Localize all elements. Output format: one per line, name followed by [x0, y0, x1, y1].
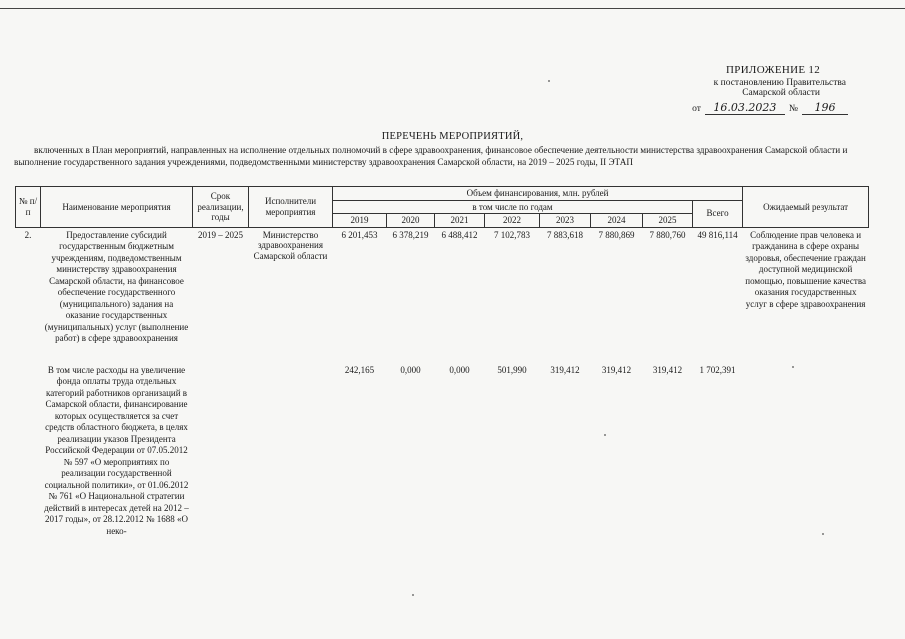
row-name: В том числе расходы на увеличение фонда оплаты труда отдельных категорий работников организаций в Самарской области, финансирование которых осуществляется за счет средств областного бюджета, в целях реализации указов Президента Российской Федерации от 07.05.2012 № 597 «О мероприятиях по реализации государственной социальной политики», от 01.06.2012 № 761 «О Национальной стратегии действий в интересах детей на 2012 – 2017 годы», от 28.12.2012 № 1688 «О неко- [44, 364, 189, 536]
scan-speck [604, 434, 606, 436]
header-name: Наименование мероприятия [41, 187, 193, 228]
date-prefix: от [692, 104, 701, 114]
table-row [16, 363, 869, 540]
header-num: № п/п [16, 187, 41, 228]
appendix-title: ПРИЛОЖЕНИЕ 12 [726, 64, 820, 76]
value-2024: 319,412 [601, 364, 632, 375]
header-total: Всего [693, 200, 743, 227]
handwritten-date: 16.03.2023 [705, 101, 785, 115]
header-year-2021: 2021 [435, 214, 485, 228]
value-total: 1 702,391 [699, 364, 736, 375]
value-2019: 6 201,453 [341, 229, 378, 240]
value-2020: 0,000 [400, 364, 421, 375]
value-2024: 7 880,869 [598, 229, 635, 240]
value-2023: 319,412 [550, 364, 580, 375]
value-2025: 7 880,760 [649, 229, 686, 240]
row-result [743, 363, 869, 540]
value-2023: 7 883,618 [547, 229, 583, 240]
document-title: ПЕРЕЧЕНЬ МЕРОПРИЯТИЙ, [381, 131, 524, 142]
header-funding: Объем финансирования, млн. рублей [333, 187, 743, 201]
value-2021: 0,000 [449, 364, 470, 375]
header-year-2023: 2023 [540, 214, 591, 228]
row-name: Предоставление субсидий государственным бюджетным учреждениям, подведомственным министерству здравоохранения Самарской области, на финансовое обеспечение государственного (муниципального) задания на оказание государственных (муниципальных) услуг (выполнение работ) в сфере здравоохранения [44, 229, 189, 343]
table-row [16, 227, 869, 347]
header-year-2025: 2025 [643, 214, 693, 228]
value-2019: 242,165 [344, 364, 375, 375]
number-prefix: № [788, 104, 798, 114]
header-executors: Исполнители мероприятия [249, 187, 333, 228]
row-spacer [16, 347, 869, 363]
appendix-line2: Самарской области [742, 88, 820, 98]
row-result: Соблюдение прав человека и гражданина в сфере охраны здоровья, обеспечение граждан доступной медицинской помощью, повышение качества оказания государственных услуг в сфере здравоохранения [745, 229, 866, 309]
scan-speck [548, 80, 550, 82]
row-period [193, 363, 249, 540]
row-num [16, 363, 41, 540]
value-2020: 6 378,219 [392, 229, 429, 240]
document-subtitle: включенных в План мероприятий, направленных на исполнение отдельных полномочий в сфере здравоохранения, финансовое обеспечение деятельности министерства здравоохранения Самарской области и выполнение государственного задания учреждениями, подведомственными министерству здравоохранения Самарской области, на 2019 – 2025 годы, II ЭТАП [14, 145, 848, 167]
measures-table [15, 186, 869, 539]
handwritten-number: 196 [802, 101, 848, 115]
row-period: 2019 – 2025 [198, 229, 243, 240]
scan-speck [792, 366, 794, 368]
value-2022: 501,990 [497, 364, 527, 375]
value-2025: 319,412 [652, 364, 683, 375]
header-year-2020: 2020 [387, 214, 435, 228]
row-num: 2. [24, 229, 32, 240]
header-year-2022: 2022 [485, 214, 540, 228]
appendix-block [648, 64, 848, 115]
row-executor [249, 363, 333, 540]
value-total: 49 816,114 [697, 229, 738, 240]
decree-date-line [648, 101, 848, 115]
scan-top-border [0, 8, 905, 9]
header-by-years: в том числе по годам [333, 200, 693, 214]
row-executor: Министерство здравоохранения Самарской области [253, 229, 328, 261]
value-2021: 6 488,412 [441, 229, 478, 240]
appendix-line1: к постановлению Правительства [713, 78, 846, 88]
scan-speck [412, 594, 414, 596]
header-year-2024: 2024 [591, 214, 643, 228]
header-result: Ожидаемый результат [743, 187, 869, 228]
header-period: Срок реализации, годы [193, 187, 249, 228]
header-year-2019: 2019 [333, 214, 387, 228]
scan-speck [822, 533, 824, 535]
value-2022: 7 102,783 [494, 229, 530, 240]
